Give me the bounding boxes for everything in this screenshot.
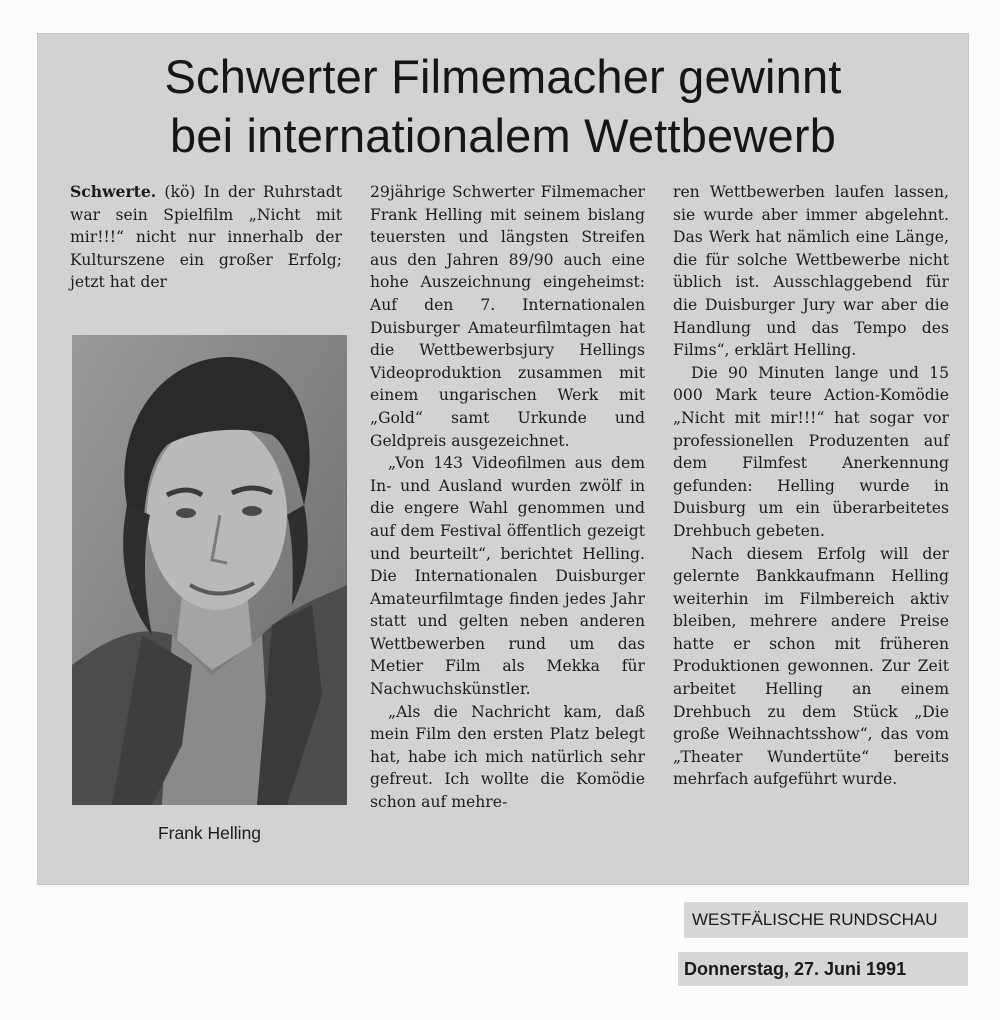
portrait-photo	[72, 335, 347, 805]
paragraph: ren Wettbewerben laufen lassen, sie wurde aber immer abgelehnt. Das Werk hat nämlich eine Länge, die für solche Wettbewerbe nicht üblich ist. Ausschlaggebend für die Duisburger Jury war aber die Handlung und das Tempo des Films“, erklärt Helling.	[673, 183, 949, 360]
paragraph: Nach diesem Erfolg will der gelernte Bankkaufmann Helling weiterhin im Filmbereich aktiv bleiben, mehrere andere Preise hatte er schon mit früheren Produktionen gewonnen. Zur Zeit arbeitet Helling an einem Drehbuch zu dem Stück „Die große Weihnachtsshow“, das vom „Theater Wundertüte“ bereits mehrfach aufgeführt wurde.	[673, 544, 949, 789]
article-column-3	[673, 181, 949, 791]
photo-caption: Frank Helling	[157, 823, 262, 843]
article-column-1	[70, 181, 342, 294]
portrait-image	[72, 335, 347, 805]
column-1-text: (kö) In der Ruhrstadt war sein Spielfilm „Nicht mit mir!!!“ nicht nur innerhalb der Kulturszene ein großer Erfolg; jetzt hat der	[70, 183, 342, 292]
newspaper-name: WESTFÄLISCHE RUNDSCHAU	[684, 902, 968, 938]
newspaper-clipping	[37, 33, 969, 885]
publication-date: Donnerstag, 27. Juni 1991	[678, 952, 968, 986]
paragraph: 29jährige Schwerter Filmemacher Frank Helling mit seinem bislang teuersten und längsten Streifen aus den Jahren 89/90 auch eine hohe Auszeichnung eingeheimst: Auf den 7. Internationalen Duisburger Amateurfilmtagen hat die Wettbewerbsjury Hellings Videoproduktion zusammen mit einem ungarischen Werk mit „Gold“ samt Urkunde und Geldpreis ausgezeichnet.	[370, 183, 645, 450]
headline	[37, 47, 969, 165]
headline-line-2: bei internationalem Wettbewerb	[169, 109, 837, 162]
paragraph: „Von 143 Videofilmen aus dem In- und Ausland wurden zwölf in die engere Wahl genommen und auf dem Festival öffentlich gezeigt und beurteilt“, berichtet Helling. Die Internationalen Duisburger Amateurfilmtage finden jedes Jahr statt und gelten neben anderen Wettbewerben rund um das Metier Film als Mekka für Nachwuchskünstler.	[370, 454, 645, 699]
article-column-2	[370, 181, 645, 814]
paragraph: „Als die Nachricht kam, daß mein Film den ersten Platz belegt hat, habe ich mich natürlich sehr gefreut. Ich wollte die Komödie schon auf mehre-	[370, 702, 645, 812]
dateline: Schwerte.	[70, 182, 157, 201]
paragraph: Die 90 Minuten lange und 15 000 Mark teure Action-Komödie „Nicht mit mir!!!“ hat sogar vor professionellen Produzenten auf dem Filmfest Anerkennung gefunden: Helling wurde in Duisburg um ein überarbeitetes Drehbuch gebeten.	[673, 363, 949, 540]
headline-line-1: Schwerter Filmemacher gewinnt	[164, 50, 842, 103]
